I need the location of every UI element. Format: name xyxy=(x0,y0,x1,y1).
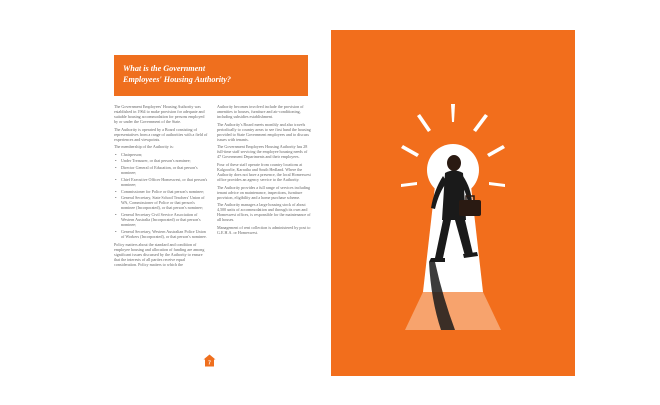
paragraph: The Authority manages a large housing stock of about 4,500 units of accommodation and through its own and Homeswest offices, is responsible for the maintenance of all houses. xyxy=(217,202,311,223)
paragraph: Management of rent collection is administered by post to G.E.H.A. or Homeswest. xyxy=(217,224,311,235)
paragraph: The Authority's Board meets monthly and also travels periodically to country areas to see first hand the housing provided to State Government employees and to discuss issues with tenants. xyxy=(217,121,311,142)
title-banner xyxy=(114,55,308,96)
paragraph: Four of these staff operate from country locations at Kalgoorlie, Karratha and South Hedland. Where the Authority does not have a presence, the local Homeswest office provides an agency service to the Authority. xyxy=(217,161,311,183)
illustration-panel xyxy=(331,30,575,376)
page-title xyxy=(123,63,303,85)
list-item: • Under Treasurer, or that person's nominee; xyxy=(121,158,209,163)
list-item: • General Secretary, State School Teachers' Union of WA, Commissioner of Police or that person's nominee (Incorporated), or that person's nominee; xyxy=(121,195,209,210)
list-item: • Commissioner for Police or that person's nominee; xyxy=(121,189,209,194)
text-column-left xyxy=(114,104,209,269)
paragraph: The Government Employees Housing Authority has 28 full-time staff servicing the employee housing needs of 47 Government Departments and their employees. xyxy=(217,144,308,160)
page-number: 7 xyxy=(208,360,211,367)
title-line-2: Employees' Housing Authority? xyxy=(123,75,231,84)
keyhole-traveller-illustration xyxy=(331,30,575,376)
membership-list xyxy=(114,152,209,240)
paragraph: The Authority provides a full range of services including tenant advice on maintenance, inspections, furniture provision, eligibility and a home purchase scheme. xyxy=(217,184,310,200)
paragraph: The Government Employees' Housing Authority was established in 1964 to make provision for adequate and suitable housing accommodation for persons employed by or under the Government of the State. xyxy=(114,104,205,125)
list-item: • General Secretary, Western Australian Police Union of Workers (Incorporated), or that person's nominee. xyxy=(121,229,209,239)
text-column-right xyxy=(217,104,312,237)
paragraph: The membership of the Authority is: xyxy=(114,144,174,150)
paragraph: The Authority is operated by a Board consisting of representatives from a range of authorities with a field of experiences and viewpoints. xyxy=(114,126,208,142)
list-item: • Director General of Education, or that person's nominee; xyxy=(121,165,209,175)
title-line-1: What is the Government xyxy=(123,64,206,73)
house-icon xyxy=(203,354,216,367)
paragraph: Policy matters about the standard and condition of employee housing and allocation of funding are among significant issues discussed by the Authority to ensure that the interests of all parties receive equal consideration. Policy matters to which the xyxy=(114,241,205,267)
list-item: • Chairperson; xyxy=(121,152,209,157)
paragraph: Authority becomes involved include the provision of amenities to houses, furniture and air-conditioning, including subsidies establishment. xyxy=(217,104,304,120)
list-item: • Chief Executive Officer Homeswest, or that person's nominee; xyxy=(121,177,209,187)
list-item: • General Secretary Civil Service Association of Western Australia (Incorporated) or that person's nominee; xyxy=(121,212,209,227)
